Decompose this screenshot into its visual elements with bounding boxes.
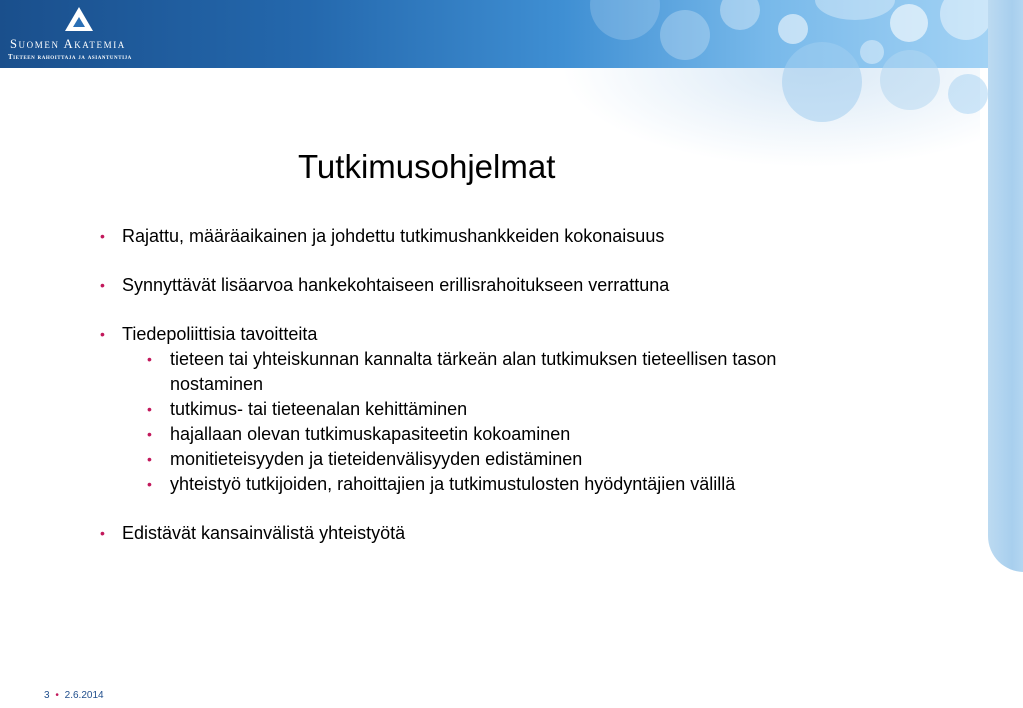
sub-bullet-text: yhteistyö tutkijoiden, rahoittajien ja tutkimustulosten hyödyntäjien välillä bbox=[170, 474, 736, 494]
academy-logo bbox=[8, 6, 158, 62]
sub-bullet-text: monitieteisyyden ja tieteidenvälisyyden edistäminen bbox=[170, 449, 583, 469]
bullet-item bbox=[100, 322, 960, 347]
right-accent-bar bbox=[988, 0, 1023, 572]
bullet-dot: • bbox=[100, 326, 105, 342]
logo-tagline: Tieteen rahoittaja ja asiantuntija bbox=[8, 54, 132, 61]
bullet-dot: • bbox=[100, 277, 105, 293]
sub-bullet-text: hajallaan olevan tutkimuskapasiteetin kokoaminen bbox=[170, 424, 571, 444]
bullet-dot: • bbox=[100, 525, 105, 541]
bullet-dot: • bbox=[100, 228, 105, 244]
sub-bullet-item bbox=[100, 397, 960, 422]
footer-separator: • bbox=[55, 690, 59, 701]
sub-bullet-item bbox=[100, 472, 960, 497]
header-fade bbox=[560, 68, 980, 168]
sub-bullet-item bbox=[100, 347, 870, 397]
bullet-list bbox=[100, 224, 960, 546]
decorative-bubble bbox=[815, 0, 895, 20]
bullet-text: Tiedepoliittisia tavoitteita bbox=[122, 324, 318, 344]
decorative-bubble bbox=[720, 0, 760, 30]
bullet-dot: • bbox=[147, 426, 152, 442]
bullet-text: Synnyttävät lisäarvoa hankekohtaiseen erillisrahoitukseen verrattuna bbox=[122, 275, 670, 295]
decorative-bubble bbox=[940, 0, 992, 40]
decorative-bubble bbox=[660, 10, 710, 60]
bullet-text: Rajattu, määräaikainen ja johdettu tutkimushankkeiden kokonaisuus bbox=[122, 226, 665, 246]
slide-footer bbox=[44, 690, 104, 701]
footer-date: 2.6.2014 bbox=[64, 690, 104, 701]
bullet-dot: • bbox=[147, 451, 152, 467]
bullet-dot: • bbox=[147, 476, 152, 492]
bullet-item bbox=[100, 521, 960, 546]
bullet-dot: • bbox=[147, 401, 152, 417]
sub-bullet-item bbox=[100, 447, 960, 472]
decorative-bubble bbox=[860, 40, 884, 64]
slide-title: Tutkimusohjelmat bbox=[298, 148, 556, 185]
page-number: 3 bbox=[44, 690, 50, 701]
sub-bullet-text: tieteen tai yhteiskunnan kannalta tärkeän alan tutkimuksen tieteellisen tason nostaminen bbox=[170, 349, 777, 394]
decorative-bubble bbox=[890, 4, 928, 42]
triangle-a-logo-icon bbox=[64, 6, 94, 32]
logo-name: Suomen Akatemia bbox=[10, 37, 126, 51]
decorative-bubble bbox=[590, 0, 660, 40]
bullet-item bbox=[100, 224, 960, 249]
sub-bullet-text: tutkimus- tai tieteenalan kehittäminen bbox=[170, 399, 468, 419]
bullet-item bbox=[100, 273, 960, 298]
sub-bullet-item bbox=[100, 422, 960, 447]
bullet-dot: • bbox=[147, 351, 152, 367]
bullet-text: Edistävät kansainvälistä yhteistyötä bbox=[122, 523, 406, 543]
decorative-bubble bbox=[778, 14, 808, 44]
